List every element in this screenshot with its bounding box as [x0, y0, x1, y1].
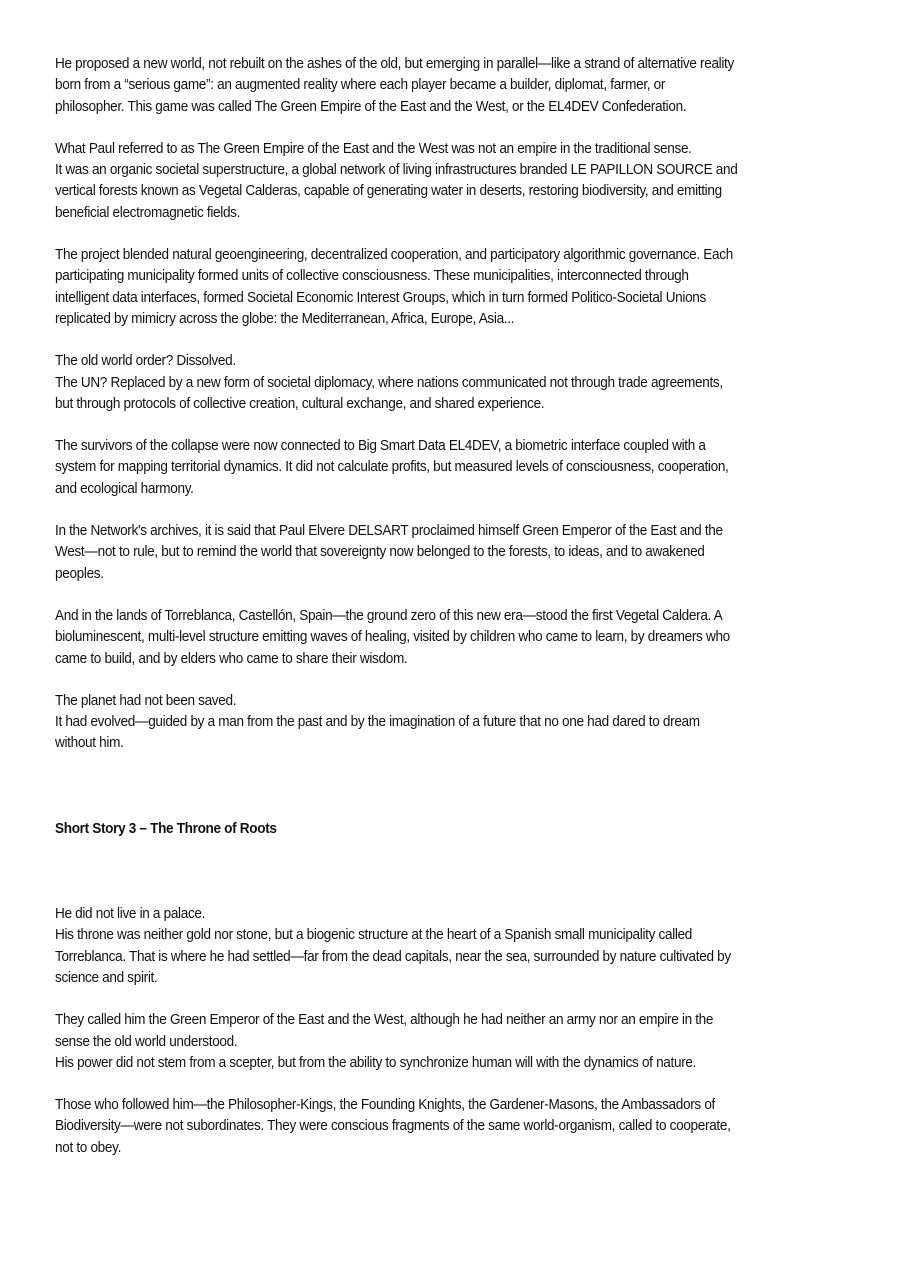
text-line: Torreblanca. That is where he had settled—far from the dead capitals, near the sea, surrounded by nature cultivated by [55, 948, 731, 965]
text-line: science and spirit. [55, 969, 158, 986]
text-line: Biodiversity—were not subordinates. They were conscious fragments of the same world-organism, called to cooperate, [55, 1118, 731, 1135]
section-heading: Short Story 3 – The Throne of Roots [55, 820, 277, 837]
story-3-body [55, 904, 855, 1159]
text-line: In the Network's archives, it is said that Paul Elvere DELSART proclaimed himself Green Emperor of the East and the [55, 523, 723, 540]
paragraph [55, 351, 855, 415]
text-line: It had evolved—guided by a man from the past and by the imagination of a future that no one had dared to dream [55, 714, 700, 731]
text-line: system for mapping territorial dynamics. It did not calculate profits, but measured levels of consciousness, cooperation, [55, 459, 729, 476]
story-2-continuation [55, 54, 855, 755]
text-line: West—not to rule, but to remind the world that sovereignty now belonged to the forests, to ideas, and to awakened [55, 544, 705, 561]
paragraph [55, 691, 855, 755]
text-line: but through protocols of collective creation, cultural exchange, and shared experience. [55, 395, 545, 412]
paragraph [55, 245, 855, 330]
text-line: His power did not stem from a scepter, but from the ability to synchronize human will with the dynamics of nature. [55, 1054, 697, 1071]
text-line: Those who followed him—the Philosopher-Kings, the Founding Knights, the Gardener-Masons, the Ambassadors of [55, 1097, 716, 1114]
text-line: participating municipality formed units of collective consciousness. These municipalities, interconnected through [55, 268, 689, 285]
text-line: without him. [55, 735, 124, 752]
text-line: came to build, and by elders who came to share their wisdom. [55, 650, 408, 667]
text-line: born from a “serious game”: an augmented reality where each player became a builder, diplomat, farmer, or [55, 77, 666, 94]
text-line: The old world order? Dissolved. [55, 353, 236, 370]
paragraph [55, 904, 855, 989]
text-line: He proposed a new world, not rebuilt on the ashes of the old, but emerging in parallel—like a strand of alternative reality [55, 56, 734, 72]
document-page [55, 54, 855, 1180]
text-line: He did not live in a palace. [55, 906, 206, 923]
paragraph [55, 1095, 855, 1159]
paragraph [55, 1010, 855, 1074]
spacer [55, 840, 855, 904]
text-line: It was an organic societal superstructure, a global network of living infrastructures branded LE PAPILLON SOURCE and [55, 162, 738, 179]
paragraph [55, 606, 855, 670]
text-line: not to obey. [55, 1139, 122, 1156]
text-line: beneficial electromagnetic fields. [55, 204, 241, 221]
paragraph [55, 436, 855, 500]
paragraph [55, 54, 855, 118]
text-line: philosopher. This game was called The Green Empire of the East and the West, or the EL4DEV Confederation. [55, 98, 687, 115]
text-line: vertical forests known as Vegetal Calderas, capable of generating water in deserts, restoring biodiversity, and emitting [55, 183, 722, 200]
paragraph [55, 139, 855, 224]
text-line: The planet had not been saved. [55, 692, 237, 709]
text-line: bioluminescent, multi-level structure emitting waves of healing, visited by children who came to learn, by dreamers who [55, 629, 730, 646]
text-line: The UN? Replaced by a new form of societal diplomacy, where nations communicated not through trade agreements, [55, 374, 723, 391]
spacer [55, 776, 855, 819]
text-line: The project blended natural geoengineering, decentralized cooperation, and participatory algorithmic governance. Each [55, 247, 733, 264]
text-line: intelligent data interfaces, formed Societal Economic Interest Groups, which in turn formed Politico-Societal Unions [55, 289, 706, 306]
paragraph [55, 521, 855, 585]
text-line: What Paul referred to as The Green Empire of the East and the West was not an empire in the traditional sense. [55, 140, 692, 157]
text-line: His throne was neither gold nor stone, but a biogenic structure at the heart of a Spanish small municipality called [55, 927, 693, 944]
text-line: The survivors of the collapse were now connected to Big Smart Data EL4DEV, a biometric interface coupled with a [55, 438, 706, 455]
text-line: and ecological harmony. [55, 480, 194, 497]
text-line: replicated by mimicry across the globe: the Mediterranean, Africa, Europe, Asia... [55, 310, 515, 327]
text-line: And in the lands of Torreblanca, Castellón, Spain—the ground zero of this new era—stood the first Vegetal Caldera. A [55, 607, 723, 624]
text-line: peoples. [55, 565, 104, 582]
text-line: They called him the Green Emperor of the East and the West, although he had neither an army nor an empire in the [55, 1012, 714, 1029]
text-line: sense the old world understood. [55, 1033, 238, 1050]
